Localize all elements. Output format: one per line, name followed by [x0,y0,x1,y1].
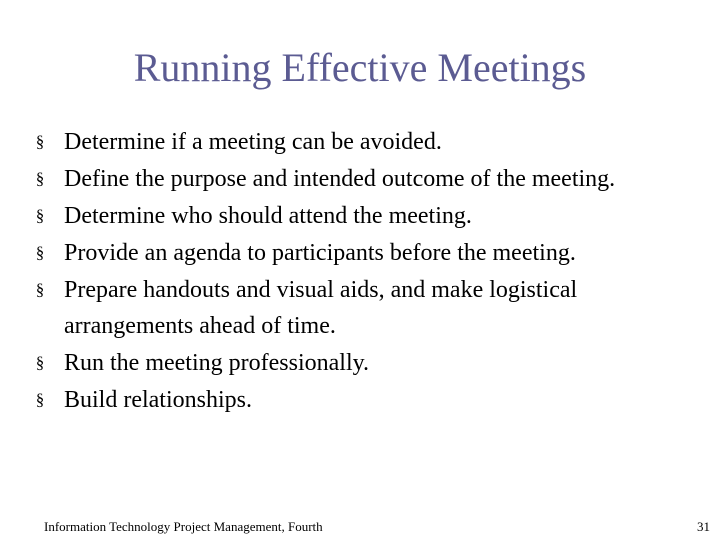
bullet-text: Determine who should attend the meeting. [64,203,472,229]
bullet-item [30,161,690,197]
bullet-text: Determine if a meeting can be avoided. [64,129,442,155]
bullet-text: Provide an agenda to participants before the meeting. [64,240,576,266]
bullet-marker-icon: § [35,390,45,409]
slide-title: Running Effective Meetings [133,45,587,90]
bullet-marker-icon: § [35,169,45,188]
bullet-item [30,382,690,418]
bullet-item [30,345,690,381]
bullet-text: Build relationships. [64,387,252,413]
bullet-list [30,124,690,419]
bullet-text: Prepare handouts and visual aids, and make logistical arrangements ahead of time. [64,277,578,339]
bullet-marker-icon: § [35,132,45,151]
bullet-marker-icon: § [35,353,45,372]
bullet-text: Define the purpose and intended outcome of the meeting. [64,166,616,192]
bullet-marker-icon: § [35,206,45,225]
bullet-marker-icon: § [35,243,45,262]
page-number: 31 [697,519,710,534]
bullet-item [30,124,690,160]
bullet-item [30,235,690,271]
bullet-item [30,272,690,344]
bullet-item [30,198,690,234]
footer-source-text: Information Technology Project Management, Fourth [44,519,323,534]
bullet-marker-icon: § [35,280,45,299]
bullet-text: Run the meeting professionally. [64,350,370,376]
